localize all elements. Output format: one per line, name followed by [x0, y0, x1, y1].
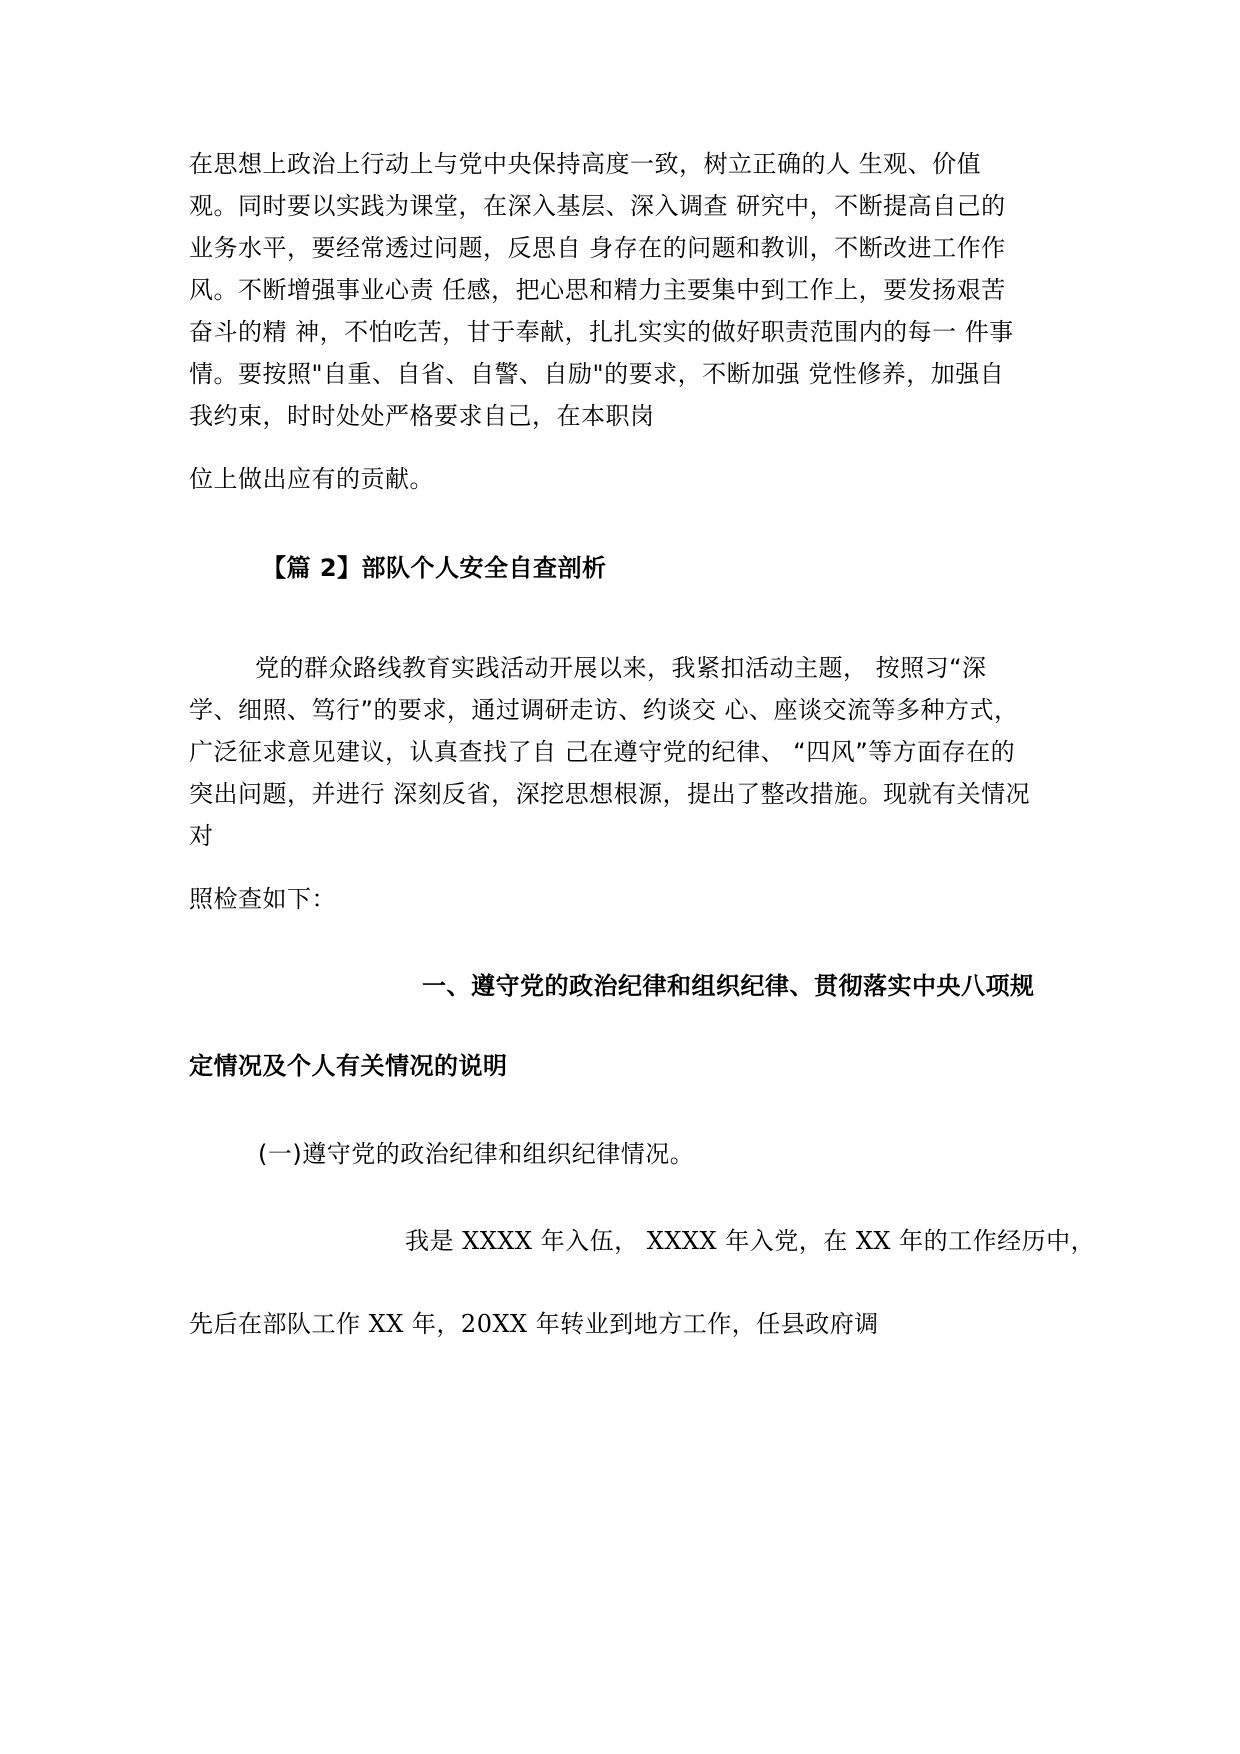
paragraph-1-line-3: 业务水平，要经常透过问题，反思自 身存在的问题和教训，不断改进工作作	[189, 234, 1006, 262]
paragraph-3-line-2: 先后在部队工作 XX 年，20XX 年转业到地方工作，任县政府调	[189, 1310, 879, 1338]
paragraph-2-line-5: 对	[189, 822, 214, 850]
paragraph-2-end: 照检查如下：	[189, 885, 336, 913]
paragraph-1-line-4: 风。不断增强事业心责 任感，把心思和精力主要集中到工作上，要发扬艰苦	[189, 276, 1006, 304]
paragraph-2-line-2: 学、细照、笃行”的要求，通过调研走访、约谈交 心、座谈交流等多种方式，	[189, 696, 1019, 724]
paragraph-1-line-6: 情。要按照"自重、自省、自警、自励"的要求，不断加强 党性修养，加强自	[189, 360, 1005, 388]
subsection-1-title: (一)遵守党的政治纪律和组织纪律情况。	[258, 1140, 695, 1168]
section-1-title-line-2: 定情况及个人有关情况的说明	[189, 1052, 508, 1080]
paragraph-1-line-5: 奋斗的精 神，不怕吃苦，甘于奉献，扎扎实实的做好职责范围内的每一 件事	[189, 318, 1014, 346]
paragraph-2-line-1: 党的群众路线教育实践活动开展以来，我紧扣活动主题， 按照习“深	[255, 654, 987, 682]
paragraph-1-line-7: 我约束，时时处处严格要求自己，在本职岗	[189, 402, 655, 430]
paragraph-2-line-3: 广泛征求意见建议，认真查找了自 己在遵守党的纪律、 “四风”等方面存在的	[189, 738, 1016, 766]
section-heading: 【篇 2】部队个人安全自查剖析	[262, 554, 607, 582]
section-1-title-line-1: 一、遵守党的政治纪律和组织纪律、贯彻落实中央八项规	[422, 972, 1035, 1000]
paragraph-1-end: 位上做出应有的贡献。	[189, 465, 434, 493]
paragraph-1-line-2: 观。同时要以实践为课堂，在深入基层、深入调查 研究中，不断提高自己的	[189, 192, 1006, 220]
paragraph-1-line-1: 在思想上政治上行动上与党中央保持高度一致，树立正确的人 生观、价值	[189, 150, 982, 178]
paragraph-2-line-4: 突出问题，并进行 深刻反省，深挖思想根源，提出了整改措施。现就有关情况	[189, 780, 1031, 808]
paragraph-3-line-1: 我是 XXXX 年入伍， XXXX 年入党，在 XX 年的工作经历中，	[405, 1227, 1096, 1255]
